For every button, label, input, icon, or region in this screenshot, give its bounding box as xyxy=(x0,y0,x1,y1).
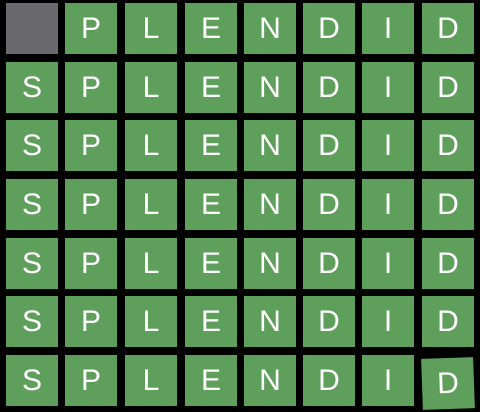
tile-r7-c3[interactable]: L xyxy=(125,355,177,406)
tile-r5-c2[interactable]: P xyxy=(65,238,117,289)
tile-r1-c5[interactable]: N xyxy=(244,3,296,54)
tile-r4-c2[interactable]: P xyxy=(65,179,117,230)
tile-r1-c8[interactable]: D xyxy=(422,3,474,54)
tile-r1-c3[interactable]: L xyxy=(125,3,177,54)
tile-r7-c8[interactable]: D xyxy=(421,357,475,410)
tile-r2-c3[interactable]: L xyxy=(125,62,177,113)
tile-r5-c1[interactable]: S xyxy=(6,238,58,289)
tile-r6-c8[interactable]: D xyxy=(422,296,474,347)
tile-r6-c3[interactable]: L xyxy=(125,296,177,347)
tile-r2-c4[interactable]: E xyxy=(185,62,237,113)
tile-r7-c5[interactable]: N xyxy=(244,355,296,406)
tile-r3-c2[interactable]: P xyxy=(65,120,117,171)
tile-r1-c2[interactable]: P xyxy=(65,3,117,54)
tile-r6-c4[interactable]: E xyxy=(185,296,237,347)
tile-r3-c4[interactable]: E xyxy=(185,120,237,171)
tile-r5-c8[interactable]: D xyxy=(422,238,474,289)
tile-r5-c4[interactable]: E xyxy=(185,238,237,289)
tile-r7-c1[interactable]: S xyxy=(6,355,58,406)
tile-r3-c3[interactable]: L xyxy=(125,120,177,171)
tile-r2-c1[interactable]: S xyxy=(6,62,58,113)
tile-r5-c3[interactable]: L xyxy=(125,238,177,289)
tile-r6-c6[interactable]: D xyxy=(303,296,355,347)
tile-r4-c1[interactable]: S xyxy=(6,179,58,230)
tile-r2-c5[interactable]: N xyxy=(244,62,296,113)
tile-r5-c7[interactable]: I xyxy=(362,238,414,289)
tile-r3-c7[interactable]: I xyxy=(362,120,414,171)
tile-r3-c5[interactable]: N xyxy=(244,120,296,171)
tile-r4-c5[interactable]: N xyxy=(244,179,296,230)
tile-r2-c6[interactable]: D xyxy=(303,62,355,113)
tile-r7-c6[interactable]: D xyxy=(303,355,355,406)
tile-r4-c3[interactable]: L xyxy=(125,179,177,230)
tile-r3-c8[interactable]: D xyxy=(422,120,474,171)
tile-r4-c6[interactable]: D xyxy=(303,179,355,230)
tile-r4-c4[interactable]: E xyxy=(185,179,237,230)
tile-r3-c1[interactable]: S xyxy=(6,120,58,171)
tile-r6-c5[interactable]: N xyxy=(244,296,296,347)
tile-r1-c4[interactable]: E xyxy=(185,3,237,54)
tile-r6-c1[interactable]: S xyxy=(6,296,58,347)
tile-r6-c2[interactable]: P xyxy=(65,296,117,347)
tile-r2-c2[interactable]: P xyxy=(65,62,117,113)
tile-r1-c7[interactable]: I xyxy=(362,3,414,54)
tile-r2-c8[interactable]: D xyxy=(422,62,474,113)
tile-r1-c6[interactable]: D xyxy=(303,3,355,54)
tile-r2-c7[interactable]: I xyxy=(362,62,414,113)
tile-r4-c7[interactable]: I xyxy=(362,179,414,230)
tile-r4-c8[interactable]: D xyxy=(422,179,474,230)
tile-r1-c1[interactable] xyxy=(6,3,58,54)
tile-r7-c7[interactable]: I xyxy=(362,355,414,406)
tile-r5-c6[interactable]: D xyxy=(303,238,355,289)
tile-r7-c4[interactable]: E xyxy=(185,355,237,406)
tile-r5-c5[interactable]: N xyxy=(244,238,296,289)
tile-r6-c7[interactable]: I xyxy=(362,296,414,347)
tile-r7-c2[interactable]: P xyxy=(65,355,117,406)
tile-r3-c6[interactable]: D xyxy=(303,120,355,171)
